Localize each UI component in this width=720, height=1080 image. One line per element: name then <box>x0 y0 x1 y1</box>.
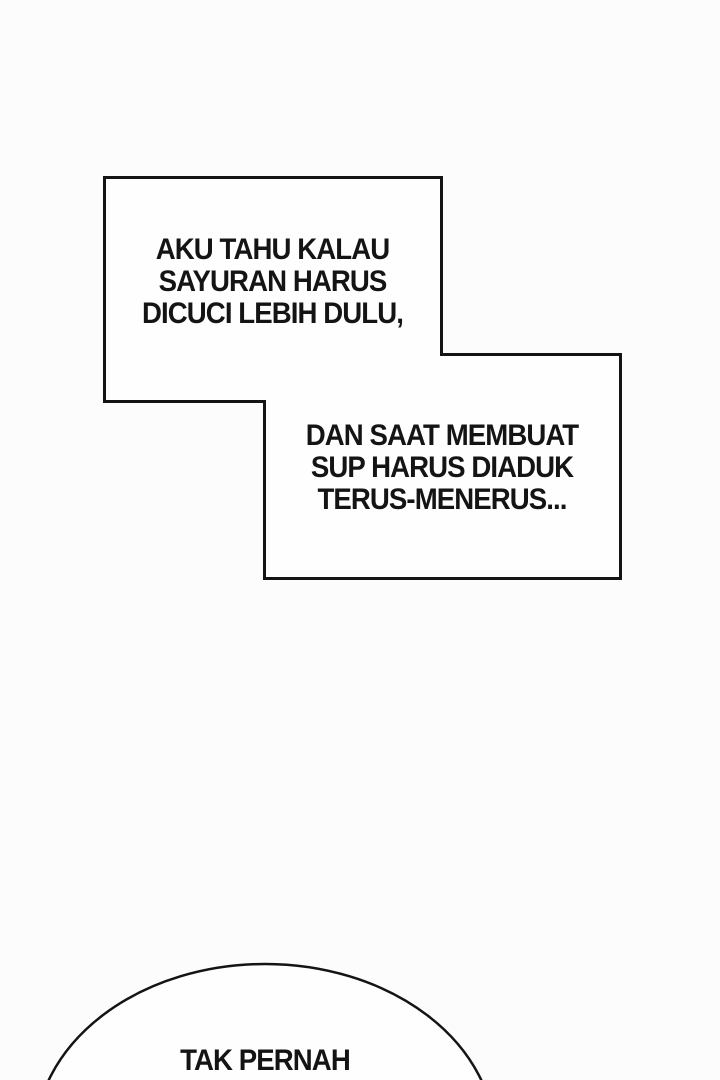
speech-line: SUP HARUS DIADUK <box>310 451 574 484</box>
speech-text-panel-2 <box>278 354 606 578</box>
speech-line: SAYURAN HARUS <box>158 265 387 298</box>
speech-line: TERUS-MENERUS... <box>317 483 567 516</box>
speech-line: DICUCI LEBIH DULU, <box>142 297 403 330</box>
speech-line: AKU TAHU KALAU <box>155 233 390 266</box>
speech-line: DAN SAAT MEMBUAT <box>305 419 579 452</box>
speech-line: TAK PERNAH <box>180 1044 350 1077</box>
speech-text-ellipse-bubble <box>81 1042 449 1080</box>
